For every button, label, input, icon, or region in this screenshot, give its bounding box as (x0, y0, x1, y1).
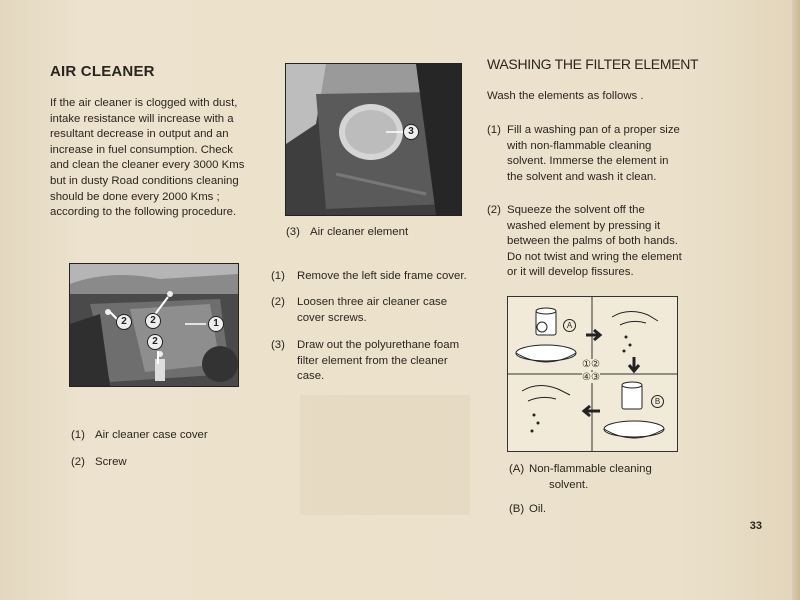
step-num: (1) (271, 270, 285, 282)
legend-line: Non-flammable cleaning (529, 463, 652, 475)
washing-step-2 (487, 203, 727, 283)
procedure-step-3 (271, 338, 481, 386)
caption-num: (3) (286, 226, 300, 238)
step-line: solvent. Immerse the element in (507, 155, 669, 168)
step-line: filter element from the cleaner (297, 354, 448, 367)
element-photo-graphic (286, 64, 461, 215)
step-line: Fill a washing pan of a proper size (507, 124, 680, 136)
procedure-step-1 (271, 269, 481, 285)
callout-3: 3 (403, 124, 419, 140)
step-line: Draw out the polyurethane foam (297, 339, 460, 351)
step-num: (3) (271, 339, 285, 351)
intro-line: and clean the cleaner every 3000 Kms (50, 159, 245, 172)
step-line: Remove the left side frame cover. (297, 270, 467, 282)
step-line: Squeeze the solvent off the (507, 204, 645, 216)
legend-num: (A) (509, 463, 525, 475)
procedure-step-2 (271, 295, 481, 327)
diagram-label-b: B (651, 395, 664, 408)
intro-line: but in dusty Road conditions cleaning (50, 174, 239, 187)
step-num: (1) (487, 124, 501, 136)
diagram-label-a: A (563, 319, 576, 332)
intro-line: intake resistance will increase with a (50, 112, 234, 125)
air-cleaner-title: AIR CLEANER (50, 63, 155, 80)
step-line: Do not twist and wring the element (507, 250, 682, 263)
washing-intro: Wash the elements as follows . (487, 90, 644, 102)
legend-text (529, 502, 546, 518)
legend-num: (B) (509, 503, 525, 515)
callout-2b: 2 (145, 313, 161, 329)
washing-step-1 (487, 123, 727, 187)
intro-line: should be done every 2000 Kms ; (50, 190, 220, 203)
intro-line: resultant decrease in output and an (50, 128, 229, 141)
step-line: case. (297, 370, 325, 383)
caption-text: Air cleaner case cover (95, 429, 208, 441)
intro-line: according to the following procedure. (50, 206, 237, 219)
callout-2c: 2 (147, 334, 163, 350)
legend-a (509, 462, 709, 494)
step-line: with non-flammable cleaning (507, 139, 652, 152)
step-text (507, 203, 682, 281)
step-num: (2) (487, 204, 501, 216)
caption-text: Air cleaner element (310, 226, 409, 238)
step-text (297, 338, 459, 385)
step-line: or it will develop fissures. (507, 266, 634, 279)
legend-text (529, 462, 652, 493)
legend-line: solvent. (549, 478, 589, 491)
step-text (297, 295, 447, 326)
step-line: Loosen three air cleaner case (297, 296, 448, 308)
washing-procedure-diagram (507, 296, 678, 452)
step-line: cover screws. (297, 311, 367, 324)
washing-title: WASHING THE FILTER ELEMENT (487, 56, 699, 72)
diagram-seq-bottom: ④③ (582, 372, 600, 383)
intro-line: If the air cleaner is clogged with dust, (50, 97, 238, 109)
caption-text: Screw (95, 456, 127, 468)
air-cleaner-element-photo (285, 63, 462, 216)
step-line: between the palms of both hands. (507, 235, 678, 248)
bleed-through-shadow (300, 395, 470, 515)
step-line: the solvent and wash it clean. (507, 170, 657, 183)
page-edge (792, 0, 800, 600)
step-text (507, 123, 680, 185)
caption-num: (1) (71, 429, 85, 441)
legend-line: Oil. (529, 503, 547, 515)
legend-b (509, 502, 709, 518)
step-line: washed element by pressing it (507, 219, 661, 232)
caption-num: (2) (71, 456, 85, 468)
air-cleaner-cover-photo (69, 263, 239, 387)
page-number: 33 (749, 520, 762, 532)
diagram-seq-top: ①② (582, 359, 600, 370)
step-num: (2) (271, 296, 285, 308)
intro-line: increase in fuel consumption. Check (50, 143, 233, 156)
callout-2a: 2 (116, 314, 132, 330)
air-cleaner-intro (50, 96, 260, 221)
callout-1: 1 (208, 316, 224, 332)
